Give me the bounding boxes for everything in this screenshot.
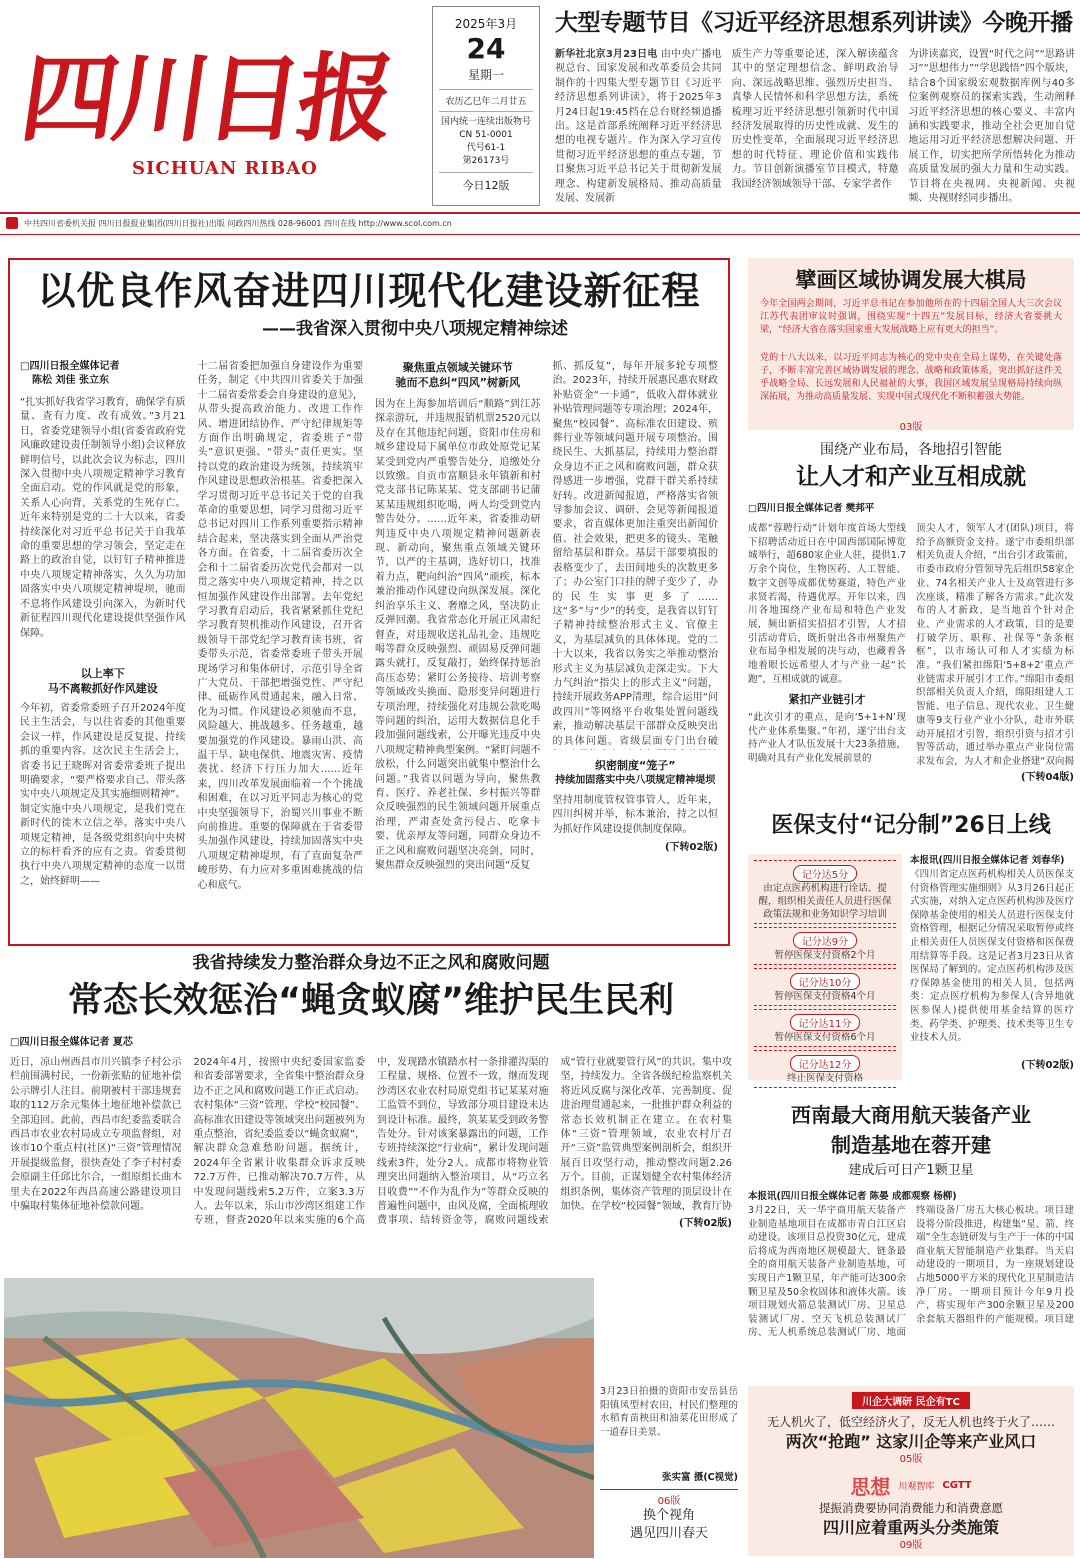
photo-ref-title-1[interactable]: 换个视角 [642,1508,695,1523]
medical-title[interactable]: 医保支付“记分制”26日上线 [771,813,1051,838]
region-text-1: 今年全国两会期间，习近平总书记在参加他所在的十四届全国人大三次会议江苏代表团审议时强调，围绕实现“十四五”发展目标，经济大省要挑大梁，“经济大省在落实国家重大发展战略上应有更大的担当”。 [760,299,1062,335]
region-page-ref[interactable]: 03版 [899,422,923,433]
top-story-title[interactable]: 大型专题节目《习近平经济思想系列讲读》今晚开播 [555,10,1073,36]
lead-subhead-1b: 马不离鞍抓好作风建设 [47,682,158,695]
region-title[interactable]: 擘画区域协调发展大棋局 [795,268,1027,292]
lead-byline-org: □四川日报全媒体记者 [20,361,120,372]
lead-subhead-1a: 以上率下 [80,667,125,680]
score-list [748,854,902,1084]
lead-subhead-3b: 持续加固落实中央八项规定精神堤坝 [555,775,716,786]
aerospace-text: 3月22日，天一华宇商用航天装备产业制造基地项目在成都市青白江区启动建设。该项目总投资30亿元，建成后将成为西南地区规模最大、链条最全的商用航天装备产业制造基地，可实现日产1颗卫星，年产能可达300余颗卫星及50余枚固体和液体火箭。该项目规划火箭总装测试厂房、卫星总装测试厂房、空天飞机总装测试厂房、无人机系统总装测试厂房、地面终端设备厂房五大核心板块。项目建设将分阶段推进，构建集“星、箭、终端”全生态链研发与生产于一体的中国商业航天智能制造产业集群。当天启动建设的一期项目，为一座规划建设占地5000平方米的现代化卫星制造洁净厂房。一期项目预计今年9月投产，将实现年产300余颗卫星及200余套航天器组件的产能规模。项目建 [748,1205,1074,1339]
photo-caption-block [600,1385,738,1555]
second-col4: 成“管行业就要管行风”的共识。集中攻坚，持续发力。全省各级纪检监察机关将近风反腐与深化改革、完善制度、促进治理贯通起来，一批推护群众利益的常态长效机制正在建立。在农村集体“三资”管理领域，农业农村厅召开“三资”监管典型案例剖析会，组织开展百日攻坚行动，推动整改问题2.26万个。目前，正谋划健全农村集体经济组织条例，集体资产管理的顶层设计在加快。在学校“校园餐”领域，教育厅协 [560,1057,732,1213]
second-title[interactable]: 常态长效惩治“蝇贪蚁腐”维护民生民利 [67,981,674,1021]
lead-subhead-2b: 驰而不息纠“四风”树新风 [395,376,520,389]
date-lunar: 农历乙巳年二月廿五 [445,97,527,107]
group-logo-icon [6,217,18,229]
aerospace-article [748,1100,1074,1370]
header-strip [6,216,1076,230]
lead-article [8,258,730,946]
promo-title[interactable]: 两次“抢跑” 这家川企等来产业风口 [785,1432,1037,1451]
medical-continued[interactable]: (下转02版) [1020,1060,1074,1071]
logo-english: SICHUAN RIBAO [132,158,318,179]
lead-subhead-3a: 织密制度“笼子” [595,759,676,772]
promo-line2: 提振消费要协同消费能力和消费意愿 [819,1501,1003,1515]
medical-byline: 本报讯(四川日报全媒体记者 刘春华) [910,855,1065,866]
issn-code: 代号61-1 [466,143,506,153]
issn-issue: 第26173号 [462,156,510,166]
issn-label: 国内统一连续出版物号 [440,117,531,127]
date-day: 24 [466,32,506,65]
lead-title[interactable]: 以优良作风奋进四川现代化建设新征程 [37,269,701,313]
date-year-month: 2025年3月 [454,17,518,31]
top-story-col1: 新华社北京3月23日电 由中央广播电视总台、国家发展和改革委员会共同制作的十四集大型专题节目《习近平经济思想系列讲读》，将于2025年3月24日起19:45档在总台财经频道播出。这是首部系统阐释习近平经济思想的电视专题片。作为深入学习宣传贯彻习近平经济思想的重点专题，节目聚焦习近平总书记关于贯彻新发展理念、构建新发展格局、推动高质量发展、发展新 [555,49,722,205]
score-item-5: 记分达12分 终止医保支付资格 [754,1050,896,1088]
talent-byline: □四川日报全媒体记者 樊邦平 [748,503,875,514]
score-item-1: 记分达5分 由定点医药机构进行诠话、提醒，组织相关责任人员进行医保政策法规和业务知识学习培训 [754,860,896,924]
page-count: 今日12版 [462,179,510,192]
lead-col4-text: 抓、抓反复”，每年开展多轮专项整治。2023年，持续开展惠民惠农财政补贴资金“一卡通”，低收入群体就业补贴管理问题等专项治理；2024年，聚焦“校园餐”、高标准农田建设、殡葬行业等领域问题开展专项整治。围绕民生、大抓基层，持续用力整治群众身边不正之风和腐败问题，群众获得感进一步增强，党群干群关系持续好转。改进新闻报道，严格落实省领导参加会议、调研、会见等新闻报道要求，省直媒体更加注重突出新闻价值、社会效果，把更多的镜头、笔触留给基层和群众。基层干部要填报的表格变少了，去田间地头的次数更多了；办公室门口挂的牌子变少了，办的民生实事更多了……这“多”与“少”的转变，是我省以钉钉子精神持续整治形式主义、官僚主义，为基层减负的具体体现。党的二十大以来，我省以务实之举推动整治形式主义为基层减负走深走实。下大力气纠治“指尖上的形式主义”问题，持续开展政务APP清理，综合运用“问政四川”等网络平台收集处置问题线索，推动解决基层干部群众反映突出的具体问题。省级层面专门出台破 [552,361,718,747]
talent-article [748,440,1074,800]
aerospace-title-2[interactable]: 制造基地在蓉开建 [831,1133,991,1157]
promo-tag[interactable]: 川企大调研 民企有TC [852,1392,970,1409]
second-byline: □四川日报全媒体记者 夏芯 [10,1037,133,1048]
second-kicker: 我省持续发力整治群众身边不正之风和腐败问题 [192,953,550,973]
promo-line1: 无人机火了，低空经济火了，反无人机也终于火了…… [766,1415,1055,1429]
lead-continued[interactable]: (下转02版) [664,842,718,853]
header-strip-text: 中共四川省委机关报 四川日报报业集团(四川日报社)出版 问政四川热线 028-96001 四川在线 http://www.scol.com.cn [24,218,452,228]
lead-col1-text: “扎实抓好我省学习教育，确保学有质量、查有力度、改有成效。”3月21日，省委党建领导小组(省委省政府党风廉政建设责任制领导小组)会议释放鲜明信号，以此次会议为标志，四川深入贯彻中央八项规定精神学习教育全面启动。党的作风就是党的形象，关系人心向背，关系党的生死存亡。近年来特别是党的二十大以来，省委持续深化对习近平总书记关于自我革命的重要思想的学习领会，坚定走在路上的政治自觉，以钉钉子精神推进中央八项规定精神落实，久久为功加固落实中央八项规定精神堤坝，驰而不息将作风建设引向深入，为新时代新征程四川现代化建设提供坚强作风保障。 [20,397,186,639]
think-title: 思想 [850,1475,891,1499]
second-col2: 2024年4月，按照中央纪委国家监委和省委部署要求，全省集中整治群众身边不正之风和腐败问题工作正式启动。农村集体“三资”管理、学校“校园餐”、高标准农田建设等领域突出问题被列为重点整治，省纪委监委以“蝇贪蚁腐”，解决群众急难愁盼问题。据统计，2024年全省累计收集群众诉求反映72.7万件，已推动解决70.7万件，从中发现问题线索5.2万件，立案3.3万人。去年以来，乐山市沙湾区组建工作专班，督查2020年以来实施的6个高 [193,1057,365,1227]
logo-chinese: 四川日报 [14,42,399,155]
photo-credit: 张实富 摄(C视觉) [662,1472,738,1483]
second-col1: 近日，凉山州西昌市川兴镇李子村公示栏前围满村民，一份新张贴的征地补偿公示牌引人注目。前期被村干部违规套取的112万余元集体土地征地补偿款已全部追回。此前，西昌市纪委监委联合西昌市农业农村局成立专项监督组，对该市10个重点村(社区)“三资”管理情况开展提级监督，很快查处了李子村村委会原副主任邱比尔合，一组原组长曲木里夫在2022年西昌高速公路建设项目中骗取村集体征地补偿款问题。 [10,1057,182,1213]
lead-byline-names: 陈松 刘佳 张立东 [32,375,109,386]
medical-text: 《四川省定点医药机构相关人员医保支付资格管理实施细则》从3月26日起正式实施，对纳入定点医药机构涉及医疗保障基金使用的相关人员进行医保支付资格管理，根据记分情况采取暂停或终止相关责任人员医保支付资格和医保费用结算等手段。这是记者3月23日从省医保局了解到的。定点医药机构涉及医疗保障基金使用的相关人员，包括两类：定点医疗机构为参保人(含异地就医参保人)提供使用基金结算的医疗类、药学类、护理类、技术类等卫生专业技术人员。 [910,869,1074,1044]
top-story-col3: 为讲读嘉宾，设置“时代之问”“思路讲习”“思想伟力”“学思践悟”四个版块，结合8个国家级宏观数据库例与40多位案例观察员的探索实践，生动阐释习近平经济思想的核心要义、丰富内涵和实践要求，推动全社会更加自觉地运用习近平经济思想解决问题、开展工作，切实把所学所悟转化为推动高质量发展的强大力量和生动实践。节目将在央视网、央视新闻、央视频、央视财经同步播出。 [908,49,1076,205]
lead-col4-text-2: 坚持用制度管权管事管人，近年来，四川纠树并举，标本兼治，持之以恒为抓好作风建设提供制度保障。 [552,795,718,835]
promo-title-2[interactable]: 四川应着重两头分类施策 [822,1518,999,1537]
think-brand-2: CGTT [942,1480,972,1491]
second-continued[interactable]: (下转02版) [678,1218,732,1229]
date-box [432,6,540,206]
talent-kicker: 围绕产业布局，各地招引智能 [820,442,1002,458]
talent-continued[interactable]: (下转04版) [1020,772,1074,783]
region-text-2: 党的十八大以来，以习近平同志为核心的党中央在全局上谋势，在关键处落子，不断丰富完善区域协调发展的理念、战略和政策体系，突出抓好这件关乎战略全局、长远发展和人民福祉的大事，我国区域发展呈现格局持续向纵深拓展，为推动高质量发展、实现中国式现代化不断积蓄强大势能。 [760,353,1062,402]
top-story-lead: 新华社北京3月23日电 [555,49,658,60]
second-article [10,950,732,1250]
lead-subhead-2a: 聚焦重点领域关键环节 [402,361,513,374]
photo-caption: 3月23日拍摄的资阳市安岳县岳阳镇凤型村农田，村民们整理的水稻育苗秧田和油菜花田形成了一道春日美景。 [600,1386,738,1438]
lead-col3-text: 因为在上海参加培训后“顺路”到江苏探亲游玩，并违规报销机票2520元以及存在其他违纪问题，资阳市住房和城乡建设局下属单位市政处原党记某某受到党内严重警告处分，追缴处分以致缴。自贡市富顺县永年镇新和村党支部书记陈某某、党支部副书记蒲某某违规组织吃喝，两人均受到党内警告处分。……近年来，省委推动研判违反中央八项规定精神问题新表现、新动向，聚焦重点领域关键环节，以严的主基调，选好切口，找准着力点，靶向纠治“四风”顽疾，标本兼治推动作风建设向纵深发展。深化纠治享乐主义、奢靡之风，坚决防止反弹回潮。我省常态化开展正风肃纪督查，对违规收送礼品礼金、违规吃喝等群众反映强烈、顽固易反弹问题露头就打，反复敲打，始终保持惩治高压态势；紧盯公务接待、培训考察等领域改头换面、隐形变异问题进行专项治理，持续强化对违规公款吃喝等问题的纠治，运用大数据信息化手段加强问题线索，公开曝光违反中央八项规定精神典型案例。“紧盯问题不放松，什么问题突出就集中整治什么问题。”我省以问题为导向，聚焦教育、医疗、养老社保、乡村振兴等群众反映强烈的民生领域问题开展重点治理，严肃查处贪污侵占、吃拿卡要、优亲厚友等问题，同群众身边不正之风和腐败问题坚决亮剑，同时，聚焦群众反映强烈的突出问题“反复 [375,399,541,871]
score-item-4: 记分达11分 暂停医保支付资格6个月 [754,1009,896,1047]
talent-subhead: 紧扣产业链引才 [788,693,866,706]
photo-ref-title-2[interactable]: 遇见四川春天 [629,1526,708,1541]
masthead-logo [14,42,402,224]
aerospace-byline: 本报讯(四川日报全媒体记者 陈晏 成都观察 杨柳) [748,1191,957,1202]
score-item-3: 记分达10分 暂停医保支付资格4个月 [754,968,896,1006]
second-col3: 中，发现踏水镇踏水村一条排灌沟渠的工程量、规格、位置不一致，继而发现沙湾区农业农村局原党组书记某某对施工监管不到位，导致部分项目建设未达到设计标准。最终，筑某某受到政务警告处分。针对该案暴露出的问题，工作专班持续深挖“行业病”，累计发现问题线索3件，处分2人。成都市将物业管理突出问题纳入整治项目，从“巧立名目收费”“不作为乱作为”等群众反映的普遍性问题中，由风及腐，全面梳理收费事项、结转资金等，腐败问题线索 [377,1057,549,1227]
promo-page-1[interactable]: 05版 [899,1454,923,1465]
promo-box [748,1386,1074,1556]
think-brand: 川观智库 [898,1482,935,1492]
aerospace-kicker: 建成后可日产1颗卫星 [848,1163,974,1178]
score-item-2: 记分达9分 暂停医保支付资格2个月 [754,927,896,965]
feature-photo [4,1278,594,1558]
lead-col2-text: 十二届省委把加强自身建设作为重要任务，制定《中共四川省委关于加强十二届省委常委会自身建设的意见》，从带头提高政治能力、改进工作作风、增进团结协作、严守纪律规矩等方面作出明确规定，省委班子“带头”意识更强、“带头”责任更实。坚持以党的政治建设为统领，持续筑牢作风建设思想政治根基。省委把深入学习贯彻习近平总书记关于党的自我革命的重要思想，同学习贯彻习近平总书记对四川工作系列重要指示精神结合起来，坚决落实到全面从严治党各方面。在省委，十二届省委历次全会和十二届省委历次党代会都对一以贯之落实中央八项规定精神，持之以恒加强作风建设作出部署。去年党纪学习教育启动后，我省紧紧抓住党纪学习教育契机推动作风建设，召开省级领导干部党纪学习教育读书班，省委带头示范，省委常委班子带头开展现场学习和集体研讨，示范引导全省广大党员、干部把增强党性、严守纪律、砥砺作风贯通起来，融入日常、化为习惯。作风建设必须驰而不息，风险越大、挑战越多、任务越重，越要加强党的作风建设。暴雨山洪、高温干旱、缺电保供、地震灾害、疫情袭扰、经济下行压力加大……近年来，四川改革发展面临着一个个挑战和困难，在以习近平同志为核心的党中央坚强领导下，治蜀兴川事业不断向前推进。重要的保障就在于省委带头加强作风建设，持续加固落实中央八项规定精神堤坝，有了直面复杂严峻形势、有力应对多重困难挑战的信心和底气。 [197,361,363,891]
top-story-col2: 质生产力等重要论述，深入解读蕴含其中的坚定理想信念、鲜明政治导向、深远战略思维、强烈历史担当、真挚人民情怀和科学思想方法，系统梳理习近平经济思想引领新时代中国经济发展取得的历史性成就、发生的历史性变革，全面展现习近平经济思想的时代特征、理论价值和实践伟力。节目创新演播室节目模式，特邀我国经济领域领导干部、专家学者作 [731,49,899,190]
header-rule-2 [0,234,1080,235]
aerospace-title-1[interactable]: 西南最大商用航天装备产业 [791,1103,1031,1127]
issn-cn: CN 51-0001 [459,130,513,140]
lead-col1-text-2: 今年初，省委常委班子召开2024年度民主生活会，与以往省委的其他重要会议一样，作风建设是反复提、持续抓的重要内容。这次民主生活会上，省委书记王晓晖对省委常委班子提出明确要求，“要严格要求自己、带头落实中央八项规定及其实施细则精神”。制定实施中央八项规定，是我们党在新时代的徙木立信之举。落实中央八项规定精神，是各级党组织向中央树立的标杆看齐的应有之责。省委贯彻执行中央八项规定精神的态度一以贯之，始终鲜明—— [20,703,186,887]
region-box [748,258,1074,430]
talent-title[interactable]: 让人才和产业互相成就 [796,464,1026,490]
talent-text-left: 成都“蓉聘行动”计划年度首场大型线下招聘活动近日在中国西部国际博览城举行，超680家企业人驻，提供1.7万余个岗位，生物医药、人工智能、数字文创等成都优势赛道，特色产业求贤若渴，待遇优厚。开年以来，四川各地围绕产业布局和特色产业发展，频出新招实招招才引智，人才招引活动背后，既折射出各市州聚焦产业布局争相发展的决与动，也藏着各地着眼长远希望人才与产业一起“长跑”，互相成就的诚意。 [748,523,906,685]
lead-subtitle: ——我省深入贯彻中央八项规定精神综述 [262,319,568,339]
talent-text-right: 顶尖人才，领军人才(团队)项目，将给予高额资金支持。遂宁市委组织部相关负责人介绍，“出台引才政策前，市委市政府分管领导先后组织58家企业、74名相关产业人士及高管进行多次座谈，精准了解各方需求。”此次发布的人才新政，是当地首个针对企业、产业需求的人才政策，目的是要打破学历、职称、社保等“条条框框”，以市场认可和人才实绩为标准。“我们紧扣绵阳‘5+8+2’重点产业链需求开展引才工作。”绵阳市委组织部相关负责人介绍，绵阳组建人工智能、电子信息、现代农业、卫生健康等9支行业产业小分队，赴市外联动开展招才引智，组织引资与招才引智等活动，通过举办重点产业岗位需求发布会，为人才和企业搭建“双向揭 [916,523,1074,767]
talent-text-left-2: “此次引才的重点，是向‘5+1+N’现代产业体系集聚。”年初，遂宁出台支持产业人才队伍发展十大23条措施，明确对具有产业化发展前景的 [748,712,906,765]
top-story [555,6,1075,211]
header-rule [0,212,1080,214]
medical-article [748,806,1074,1086]
photo-ref-page[interactable]: 06版 [600,1489,738,1507]
date-weekday: 星期一 [467,68,504,82]
farmland-photo [4,1278,594,1558]
promo-page-2[interactable]: 09版 [899,1540,923,1551]
